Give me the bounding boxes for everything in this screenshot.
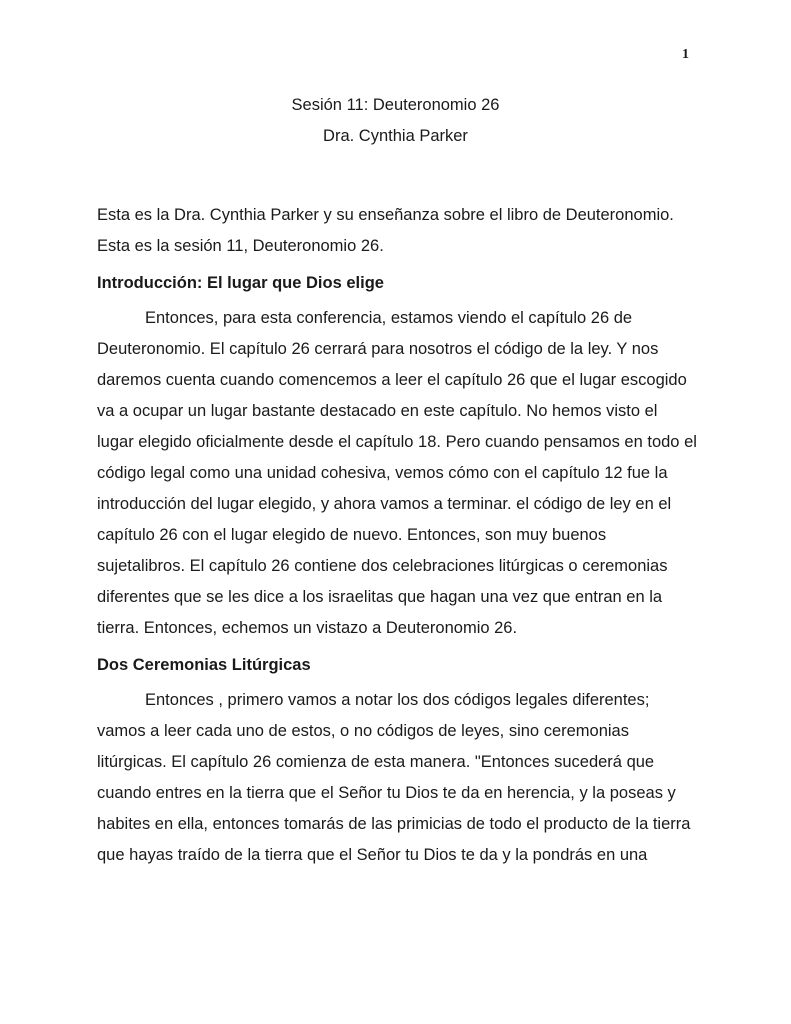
title-block [0,90,791,152]
intro-paragraph: Esta es la Dra. Cynthia Parker y su enseñanza sobre el libro de Deuteronomio. Esta es la sesión 11, Deuteronomio 26. [97,206,674,255]
section-paragraph-ceremonias: Entonces , primero vamos a notar los dos códigos legales diferentes; vamos a leer cada uno de estos, o no códigos de leyes, sino ceremonias litúrgicas. El capítulo 26 comienza de esta manera. "Entonces sucederá que cuando entres en la tierra que el Señor tu Dios te da en herencia, y la poseas y habites en ella, entonces tomarás de las primicias de todo el producto de la tierra que hayas traído de la tierra que el Señor tu Dios te da y la pondrás en una [97,691,691,864]
document-body [97,200,697,877]
document-author: Dra. Cynthia Parker [323,127,468,145]
section-paragraph-introduccion: Entonces, para esta conferencia, estamos viendo el capítulo 26 de Deuteronomio. El capítulo 26 cerrará para nosotros el código de la ley. Y nos daremos cuenta cuando comencemos a leer el capítulo 26 que el lugar escogido va a ocupar un lugar bastante destacado en este capítulo. No hemos visto el lugar elegido oficialmente desde el capítulo 18. Pero cuando pensamos en todo el código legal como una unidad cohesiva, vemos cómo con el capítulo 12 fue la introducción del lugar elegido, y ahora vamos a terminar. el código de ley en el capítulo 26 con el lugar elegido de nuevo. Entonces, son muy buenos sujetalibros. El capítulo 26 contiene dos celebraciones litúrgicas o ceremonias diferentes que se les dice a los israelitas que hagan una vez que entran en la tierra. Entonces, echemos un vistazo a Deuteronomio 26. [97,309,697,637]
document-title: Sesión 11: Deuteronomio 26 [291,96,500,114]
section-heading-ceremonias: Dos Ceremonias Litúrgicas [97,656,311,674]
page-number: 1 [682,47,689,62]
section-heading-introduccion: Introducción: El lugar que Dios elige [97,274,384,292]
